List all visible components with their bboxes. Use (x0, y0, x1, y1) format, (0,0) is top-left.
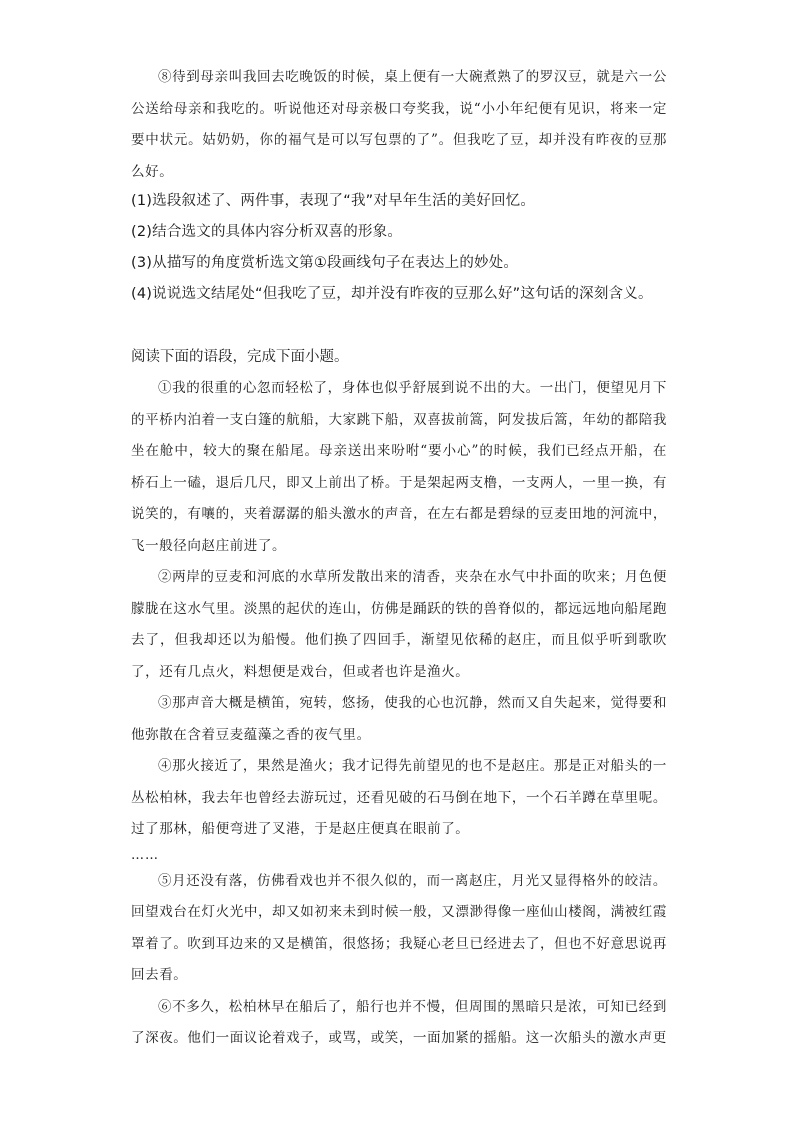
question-2: (2)结合选文的具体内容分析双喜的形象。 (131, 224, 403, 240)
question-1: (1)选段叙述了、两件事，表现了“我”对早年生活的美好回忆。 (131, 193, 536, 209)
paragraph-4: ④那火接近了，果然是渔火；我才记得先前望见的也不是赵庄。那是正对船头的一丛松柏林，我去年也曾经去游玩过，还看见破的石马倒在地下，一个石羊蹲在草里呢。过了那林，船便弯进了叉港，于是赵庄便真在眼前了。 (131, 758, 667, 837)
paragraph-2: ②两岸的豆麦和河底的水草所发散出来的清香，夹杂在水气中扑面的吹来；月色便朦胧在这水气里。淡黑的起伏的连山，仿佛是踊跃的铁的兽脊似的，都远远地向船尾跑去了，但我却还以为船慢。他们换了四回手，渐望见依稀的赵庄，而且似乎听到歌吹了，还有几点火，料想便是戏台，但或者也许是渔火。 (131, 569, 667, 680)
paragraph-3: ③那声音大概是横笛，宛转，悠扬，使我的心也沉静，然而又自失起来，觉得要和他弥散在含着豆麦蕴藻之香的夜气里。 (131, 695, 667, 743)
passage-section-2 (131, 373, 667, 1055)
question-4: (4)说说选文结尾处“但我吃了豆，却并没有昨夜的豆那么好”这句话的深刻含义。 (131, 286, 653, 302)
paragraph-8: ⑧待到母亲叫我回去吃晚饭的时候，桌上便有一大碗煮熟了的罗汉豆，就是六一公公送给母亲和我吃的。听说他还对母亲极口夸奖我，说“小小年纪便有见识，将来一定要中状元。姑奶奶，你的福气是可以写包票的了”。但我吃了豆，却并没有昨夜的豆那么好。 (131, 69, 667, 180)
paragraph-6: ⑥不多久，松柏林早在船后了，船行也并不慢，但周围的黑暗只是浓，可知已经到了深夜。他们一面议论着戏子，或骂，或笑，一面加紧的摇船。这一次船头的激水声更 (131, 998, 667, 1046)
question-3: (3)从描写的角度赏析选文第①段画线句子在表达上的妙处。 (131, 255, 519, 271)
ellipsis: …… (131, 847, 159, 863)
paragraph-5: ⑤月还没有落，仿佛看戏也并不很久似的，而一离赵庄，月光又显得格外的皎洁。回望戏台在灯火光中，却又如初来未到时候一般，又漂渺得像一座仙山楼阁，满被红霞罩着了。吹到耳边来的又是横笛，很悠扬；我疑心老旦已经进去了，但也不好意思说再回去看。 (131, 872, 667, 983)
passage-top (131, 62, 667, 188)
question-list (131, 186, 667, 310)
paragraph-1: ①我的很重的心忽而轻松了，身体也似乎舒展到说不出的大。一出门，便望见月下的平桥内泊着一支白篷的航船，大家跳下船，双喜拔前篙，阿发拔后篙，年幼的都陪我坐在舱中，较大的聚在船尾。母亲送出来吩咐“要小心”的时候，我们已经点开船，在桥石上一磕，退后几尺，即又上前出了桥。于是架起两支橹，一支两人，一里一换，有说笑的，有嚷的，夹着潺潺的船头激水的声音，在左右都是碧绿的豆麦田地的河流中，飞一般径向赵庄前进了。 (131, 380, 667, 554)
reading-instruction: 阅读下面的语段，完成下面小题。 (131, 349, 349, 365)
section-2-intro (131, 342, 667, 372)
